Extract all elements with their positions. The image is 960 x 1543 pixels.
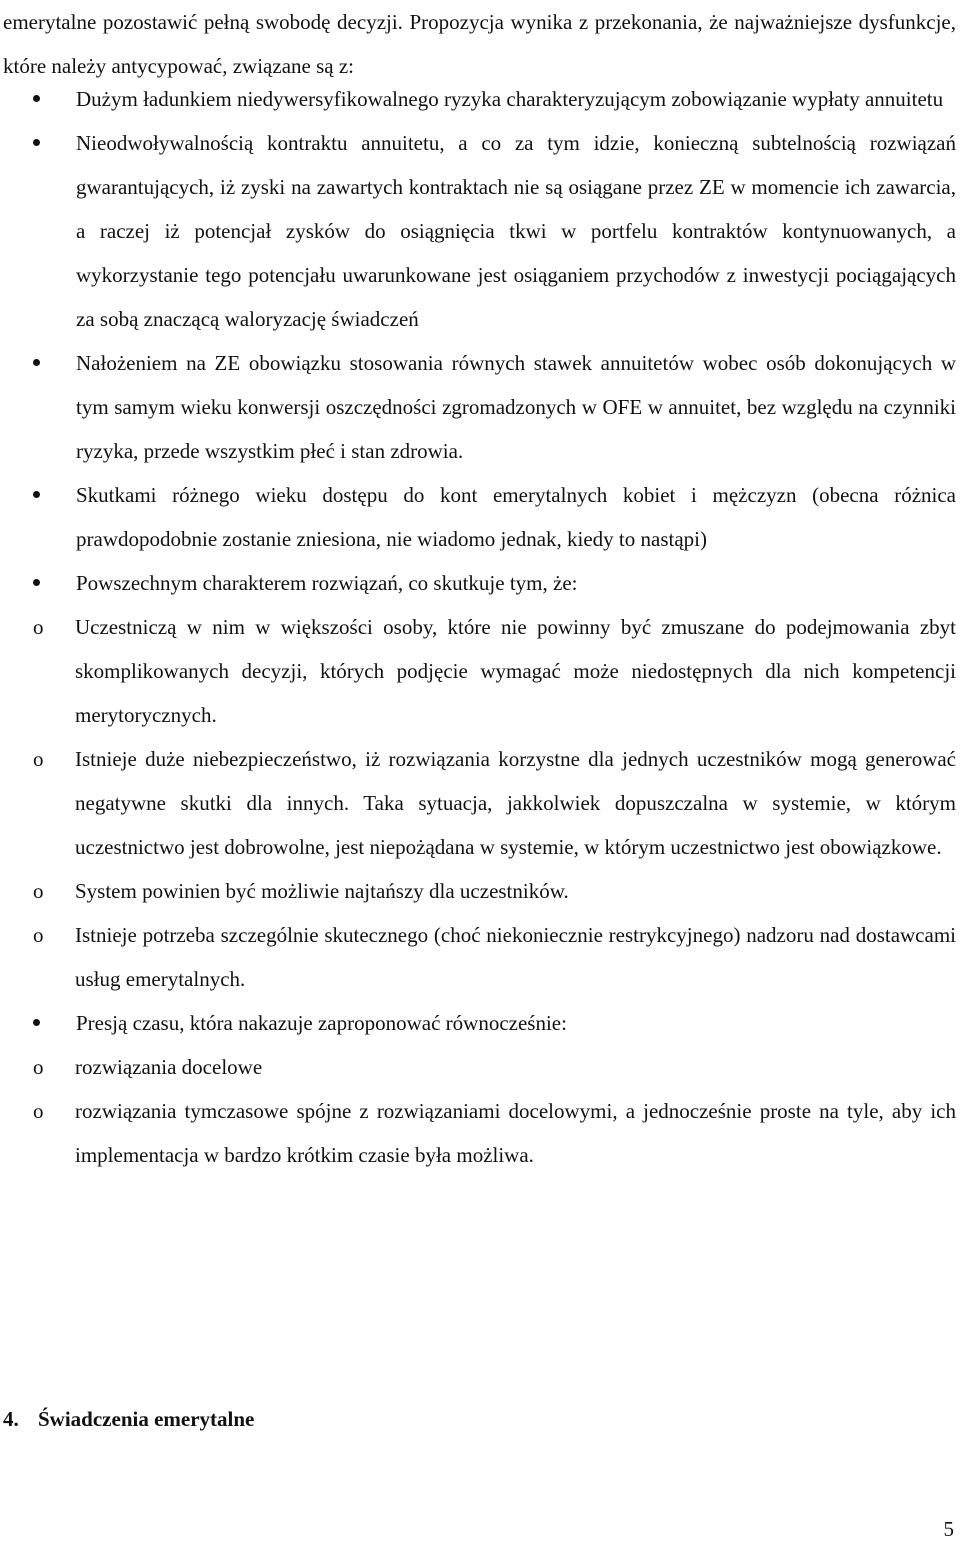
sub-list-item [0,737,956,869]
list-item-text: Nałożeniem na ZE obowiązku stosowania równych stawek annuitetów wobec osób dokonujących w tym samym wieku konwersji oszczędności zgromadzonych w OFE w annuitet, bez względu na czynniki ryzyka, przede wszystkim płeć i stan zdrowia. [76,351,956,463]
sub-list-item-text: Istnieje potrzeba szczególnie skutecznego (choć niekoniecznie restrykcyjnego) nadzoru nad dostawcami usług emerytalnych. [75,923,956,991]
sub-list-item [0,1045,956,1089]
list-item-text: Dużym ładunkiem niedywersyfikowalnego ryzyka charakteryzującym zobowiązanie wypłaty annuitetu [76,87,944,111]
bullet-icon [33,95,40,102]
section-number: 4. [3,1407,19,1431]
bullet-list [0,77,960,1177]
list-item-text: Nieodwoływalnością kontraktu annuitetu, a co za tym idzie, konieczną subtelnością rozwiązań gwarantujących, iż zyski na zawartych kontraktach nie są osiągane przez ZE w momencie ich zawarcia, a raczej iż potencjał zysków do osiągnięcia tkwi w portfelu kontraktów kontynuowanych, a wykorzystanie tego potencjału uwarunkowane jest osiąganiem przychodów z inwestycji pociągających za sobą znaczącą waloryzację świadczeń [76,131,956,331]
bullet-icon [33,579,40,586]
circle-bullet-icon: o [33,747,44,771]
list-item [0,473,960,561]
circle-bullet-icon: o [33,615,44,639]
list-item [0,121,960,341]
list-item-text: Presją czasu, która nakazuje zaproponować równocześnie: [76,1011,567,1035]
list-item [0,77,960,121]
page-number: 5 [943,1517,954,1541]
sub-list-item-text: Istnieje duże niebezpieczeństwo, iż rozwiązania korzystne dla jednych uczestników mogą generować negatywne skutki dla innych. Taka sytuacja, jakkolwiek dopuszczalna w systemie, w którym uczestnictwo jest dobrowolne, jest niepożądana w systemie, w którym uczestnictwo jest obowiązkowe. [75,747,956,859]
sub-list-item-text: System powinien być możliwie najtańszy dla uczestników. [75,879,569,903]
bullet-icon [33,359,40,366]
section-heading [3,1400,254,1438]
sub-list [0,1045,956,1177]
bullet-icon [33,491,40,498]
list-item [0,561,960,1001]
bullet-icon [33,1019,40,1026]
section-title: Świadczenia emerytalne [38,1407,255,1431]
sub-list-item-text: Uczestniczą w nim w większości osoby, które nie powinny być zmuszane do podejmowania zbyt skomplikowanych decyzji, których podjęcie wymagać może niedostępnych dla nich kompetencji merytorycznych. [75,615,956,727]
circle-bullet-icon: o [33,879,44,903]
bullet-icon [33,139,40,146]
sub-list-item-text: rozwiązania docelowe [75,1055,263,1079]
circle-bullet-icon: o [33,923,44,947]
sub-list [0,605,956,1001]
list-item [0,1001,960,1177]
list-item [0,341,960,473]
intro-paragraph: emerytalne pozostawić pełną swobodę decyzji. Propozycja wynika z przekonania, że najważniejsze dysfunkcje, które należy antycypować, związane są z: [3,10,956,78]
sub-list-item-text: rozwiązania tymczasowe spójne z rozwiązaniami docelowymi, a jednocześnie proste na tyle, aby ich implementacja w bardzo krótkim czasie była możliwa. [75,1099,956,1167]
circle-bullet-icon: o [33,1055,44,1079]
sub-list-item [0,1089,956,1177]
sub-list-item [0,605,956,737]
sub-list-item [0,869,956,913]
list-item-text: Powszechnym charakterem rozwiązań, co skutkuje tym, że: [76,571,578,595]
circle-bullet-icon: o [33,1099,44,1123]
sub-list-item [0,913,956,1001]
list-item-text: Skutkami różnego wieku dostępu do kont emerytalnych kobiet i mężczyzn (obecna różnica prawdopodobnie zostanie zniesiona, nie wiadomo jednak, kiedy to nastąpi) [76,483,956,551]
